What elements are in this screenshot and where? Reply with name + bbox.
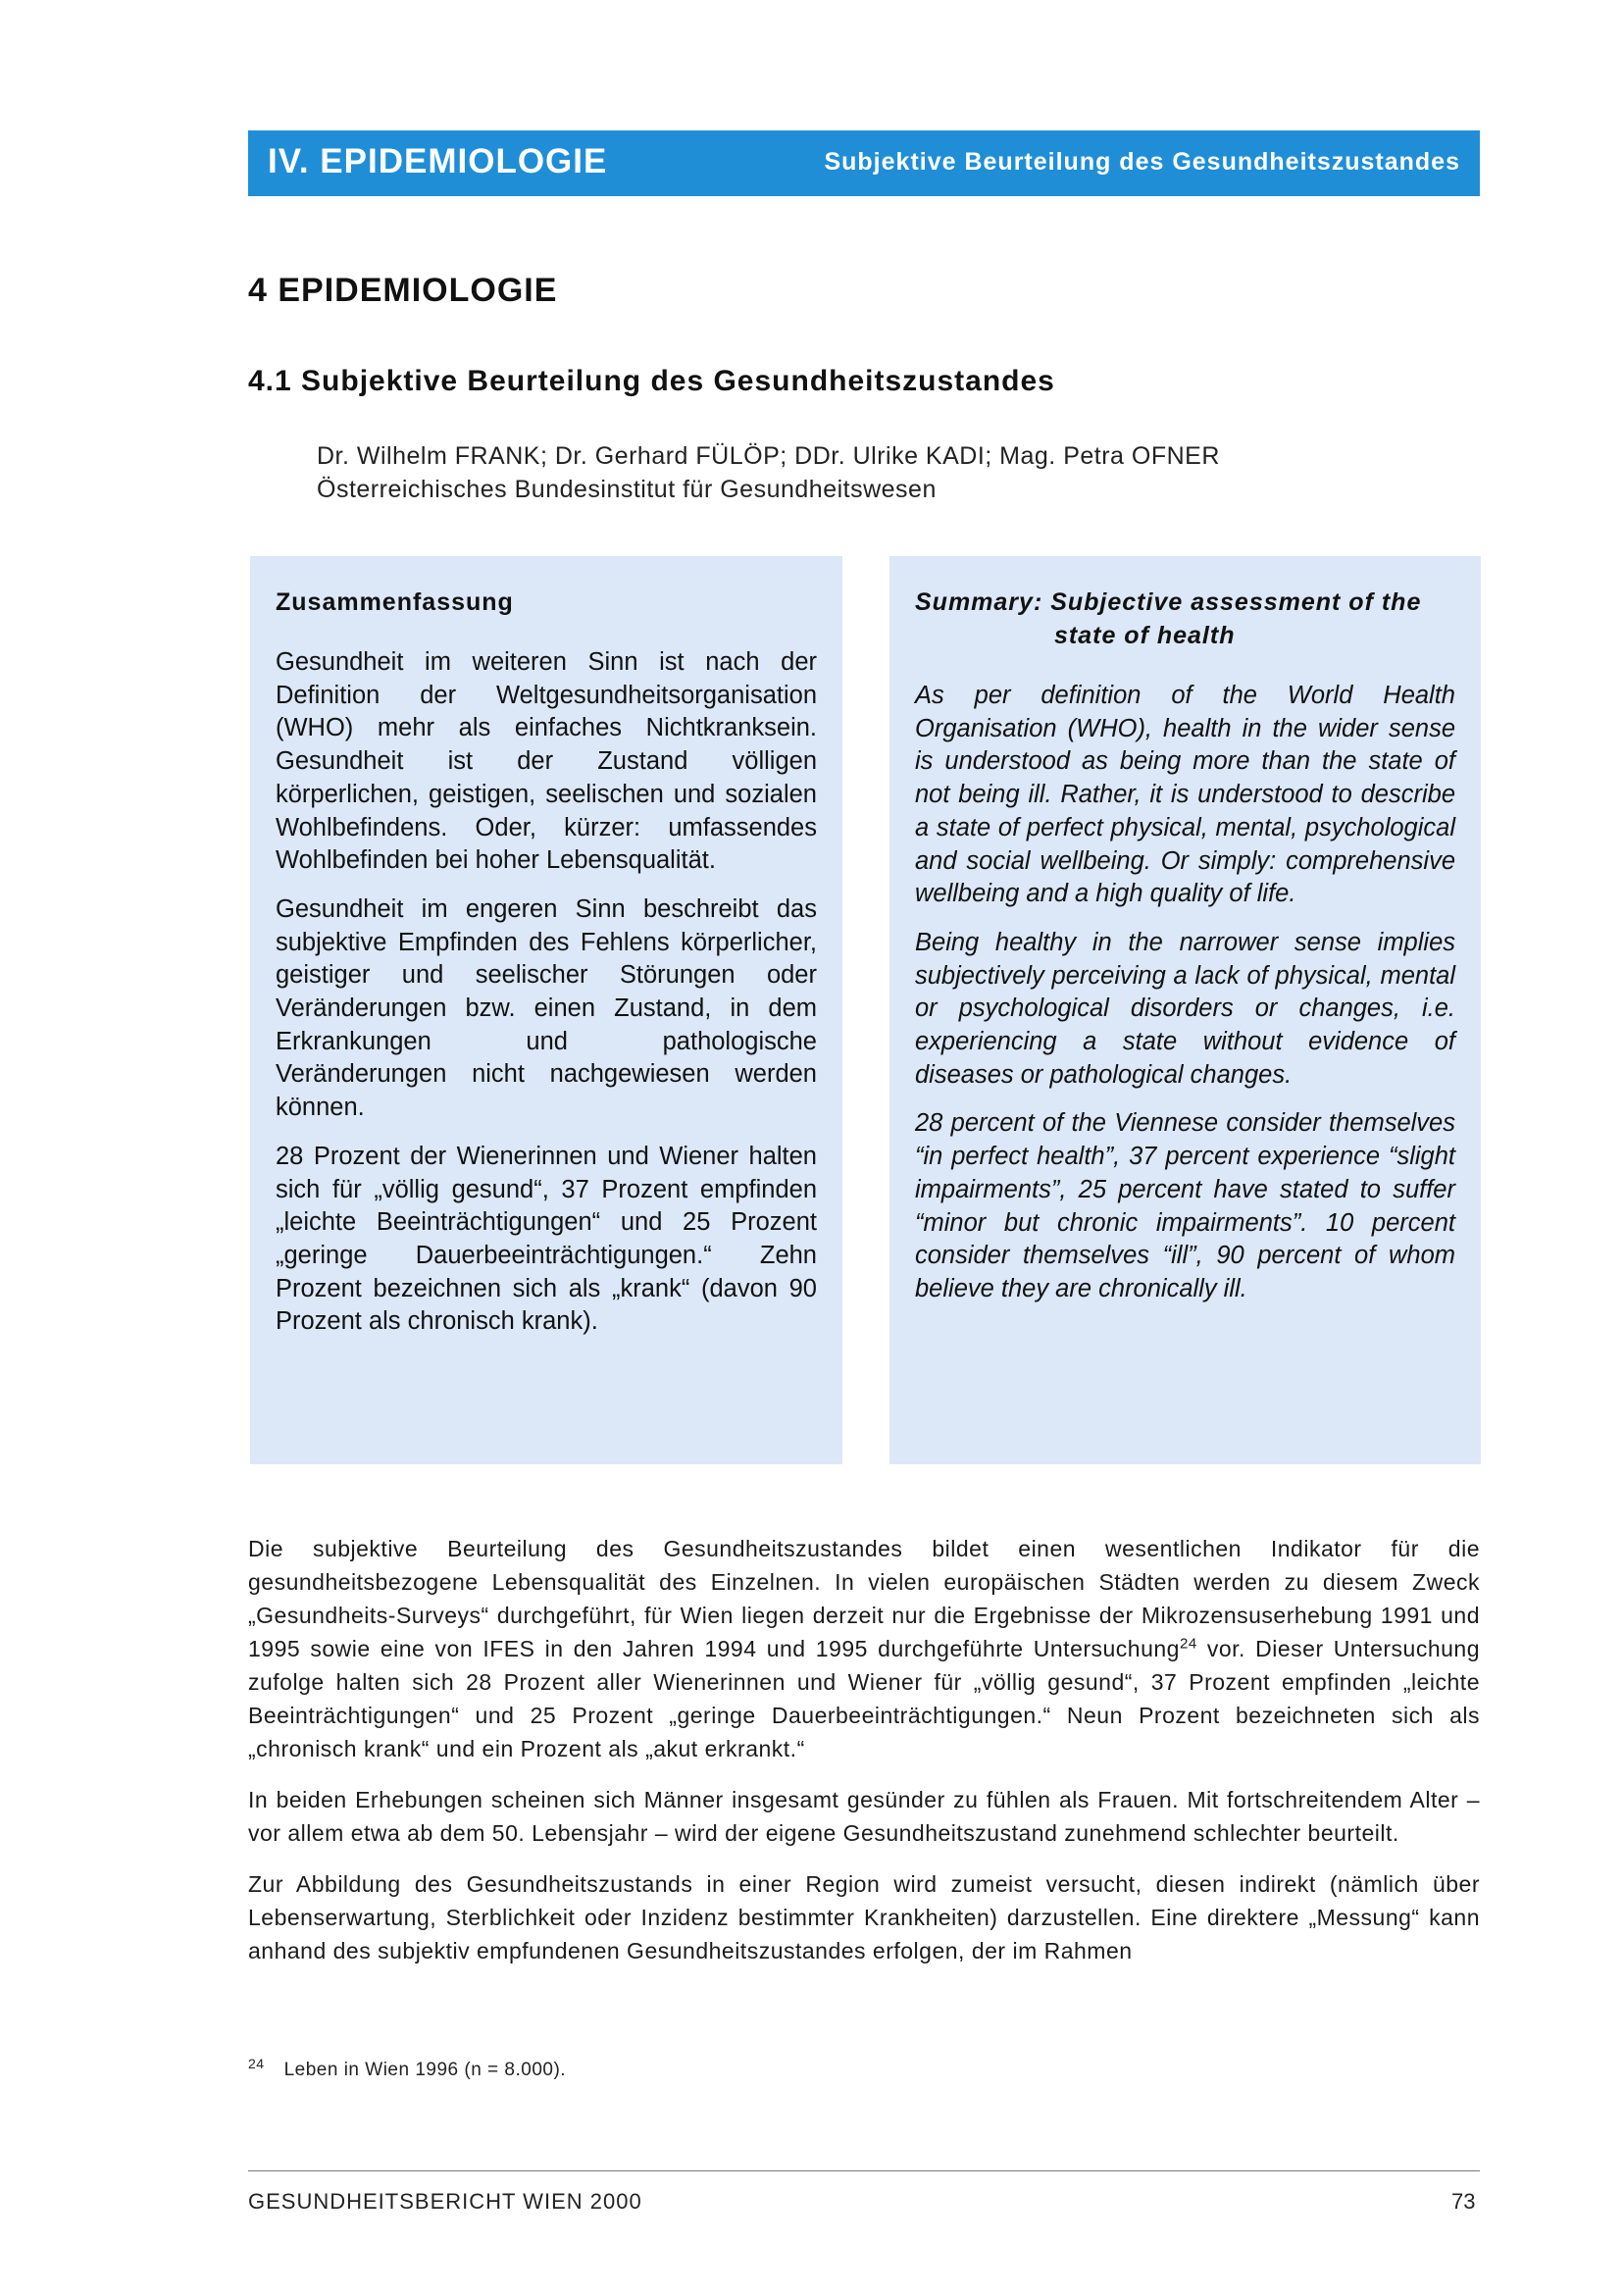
- chapter-title: 4 EPIDEMIOLOGIE: [248, 272, 558, 309]
- authors-block: [317, 439, 1220, 506]
- footnote: [248, 2056, 567, 2081]
- body-paragraph: Zur Abbildung des Gesundheitszustands in einer Region wird zumeist versucht, diesen indirekt (nämlich über Lebenserwartung, Sterblichkeit oder Inzidenz bestimmter Krankheiten) darzustellen. Eine direktere „Messung“ kann anhand des subjektiv empfundenen Gesundheitszustandes erfolgen, der im Rahmen: [248, 1871, 1480, 1963]
- section-title: 4.1 Subjektive Beurteilung des Gesundheitszustandes: [248, 365, 1055, 397]
- summary-german-paragraph: 28 Prozent der Wienerinnen und Wiener halten sich für „völlig gesund“, 37 Prozent empfinden „leichte Beeinträchtigungen“ und 25 Prozent „geringe Dauerbeeinträchtigungen.“ Zehn Prozent bezeichnen sich als „krank“ (davon 90 Prozent als chronisch krank).: [276, 1142, 817, 1336]
- body-text: [248, 1532, 1480, 1985]
- summary-english-paragraph: Being healthy in the narrower sense implies subjectively perceiving a lack of physical, mental or psychological disorders or changes, i.e. experiencing a state without evidence of diseases or pathological changes.: [915, 928, 1455, 1089]
- footnote-reference[interactable]: 24: [1179, 1635, 1197, 1653]
- summary-english-title: [915, 586, 1455, 652]
- summary-german-title: Zusammenfassung: [276, 588, 514, 616]
- page-number: 73: [1451, 2189, 1476, 2214]
- summary-english-title-line2: state of health: [1054, 622, 1236, 649]
- summary-box-english: [889, 556, 1481, 1464]
- author-names: Dr. Wilhelm FRANK; Dr. Gerhard FÜLÖP; DDr. Ulrike KADI; Mag. Petra OFNER: [317, 442, 1220, 470]
- header-section: IV. EPIDEMIOLOGIE: [268, 142, 608, 180]
- body-paragraph-part: Die subjektive Beurteilung des Gesundheitszustandes bildet einen wesentlichen Indikator für die gesundheitsbezogene Lebensqualität des Einzelnen. In vielen europäischen Städten werden zu diesem Zweck „Gesundheits-Surveys“ durchgeführt, für Wien liegen derzeit nur die Ergebnisse der Mikrozensuserhebung 1991 und 1995 sowie eine von IFES in den Jahren 1994 und 1995 durchgeführte Untersuchung: [248, 1536, 1480, 1661]
- summary-english-paragraph: As per definition of the World Health Organisation (WHO), health in the wider sense is understood as being more than the state of not being ill. Rather, it is understood to describe a state of perfect physical, mental, psychological and social wellbeing. Or simply: comprehensive wellbeing and a high quality of life.: [915, 682, 1455, 908]
- body-paragraph: In beiden Erhebungen scheinen sich Männer insgesamt gesünder zu fühlen als Frauen. Mit fortschreitendem Alter – vor allem etwa ab dem 50. Lebensjahr – wird der eigene Gesundheitszustand zunehmend schlechter beurteilt.: [248, 1787, 1480, 1846]
- summary-german-paragraph: Gesundheit im weiteren Sinn ist nach der Definition der Weltgesundheitsorganisation (WHO) mehr als einfaches Nichtkranksein. Gesundheit ist der Zustand völligen körperlichen, geistigen, seelischen und sozialen Wohlbefindens. Oder, kürzer: umfassendes Wohlbefinden bei hoher Lebensqualität.: [276, 648, 817, 875]
- summary-english-paragraph: 28 percent of the Viennese consider themselves “in perfect health”, 37 percent experience “slight impairments”, 25 percent have stated to suffer “minor but chronic impairments”. 10 percent consider themselves “ill”, 90 percent of whom believe they are chronically ill.: [915, 1109, 1455, 1302]
- summary-german-paragraph: Gesundheit im engeren Sinn beschreibt das subjektive Empfinden des Fehlens körperlicher, geistiger und seelischer Störungen oder Veränderungen bzw. einen Zustand, in dem Erkrankungen und pathologische Veränderungen nicht nachgewiesen werden können.: [276, 894, 817, 1122]
- body-paragraph: [248, 1532, 1480, 1765]
- footnote-text: Leben in Wien 1996 (n = 8.000).: [283, 2060, 567, 2080]
- header-topic: Subjektive Beurteilung des Gesundheitszustandes: [824, 148, 1460, 176]
- author-institution: Österreichisches Bundesinstitut für Gesundheitswesen: [317, 476, 937, 503]
- summary-box-german: [250, 556, 842, 1464]
- footer-divider: [248, 2170, 1480, 2171]
- footer-publication: GESUNDHEITSBERICHT WIEN 2000: [248, 2189, 642, 2214]
- footnote-number: 24: [248, 2056, 265, 2071]
- header-bar: [248, 130, 1480, 196]
- summary-english-title-line1: Summary: Subjective assessment of the: [915, 588, 1422, 616]
- body-paragraph-part: vor. Dieser Untersuchung zufolge halten sich 28 Prozent aller Wienerinnen und Wiener für „völlig gesund“, 37 Prozent empfinden „leichte Beeinträchtigungen“ und 25 Prozent „geringe Dauerbeeinträchtigungen.“ Neun Prozent bezeichneten sich als „chronisch krank“ und ein Prozent als „akut erkrankt.“: [248, 1636, 1481, 1761]
